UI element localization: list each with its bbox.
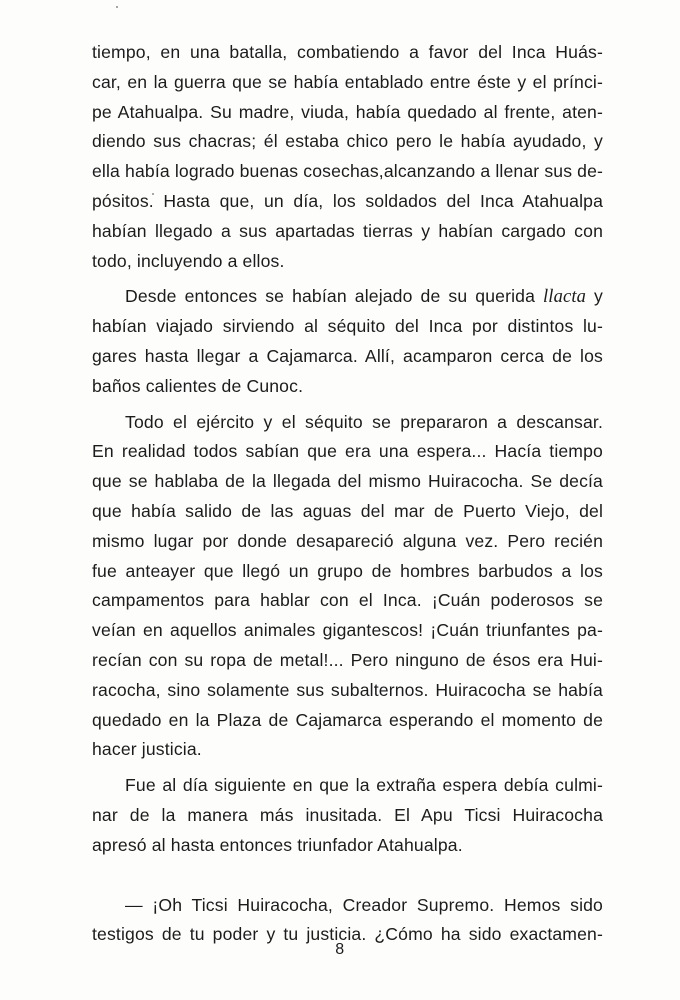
text-line: Todo el ejército y el séquito se prepararon a descansar. — [125, 411, 603, 432]
text-line: En realidad todos sabían que era una espera... Hacía tiempo — [92, 441, 603, 462]
text-fragment: y — [586, 286, 603, 307]
text-line: fue anteayer que llegó un grupo de hombres barbudos a los — [92, 560, 603, 581]
text-line: hacer justicia. — [92, 739, 202, 760]
text-line: baños calientes de Cunoc. — [92, 375, 304, 396]
text-line: Fue al día siguiente en que la extraña espera debía culmi- — [125, 775, 603, 796]
text-line: que se hablaba de la llegada del mismo Huiracocha. Se decía — [92, 471, 603, 492]
paragraph-4 — [92, 771, 603, 860]
text-line: quedado en la Plaza de Cajamarca esperando el momento de — [92, 709, 603, 730]
italic-term: llacta — [543, 287, 587, 308]
paragraph-1 — [92, 38, 603, 276]
text-line: pósitos. Hasta que, un día, los soldados del Inca Atahualpa — [92, 190, 603, 211]
text-line: tiempo, en una batalla, combatiendo a favor del Inca Huás- — [92, 42, 603, 62]
text-line: racocha, sino solamente sus subalternos. Huiracocha se había — [92, 679, 603, 700]
text-line: campamentos para hablar con el Inca. ¡Cuán poderosos se — [92, 590, 603, 611]
body-text — [92, 38, 603, 950]
text-line: todo, incluyendo a ellos. — [92, 250, 285, 271]
page-number: 8 — [335, 941, 345, 958]
paragraph-3 — [92, 408, 603, 766]
text-line: mismo lugar por donde desapareció alguna vez. Pero recién — [92, 530, 603, 551]
text-line: pe Atahualpa. Su madre, viuda, había quedado al frente, aten- — [92, 101, 603, 122]
text-line: veían en aquellos animales gigantescos! ¡Cuán triunfantes pa- — [92, 620, 603, 641]
text-line: testigos de tu poder y tu justicia. ¿Cómo ha sido exactamen- — [92, 924, 603, 945]
text-line: ella había logrado buenas cosechas,alcanzando a llenar sus de- — [92, 161, 604, 182]
text-line: recían con su ropa de metal!... Pero ninguno de ésos era Hui- — [92, 649, 603, 670]
text-fragment: Desde entonces se habían alejado de su querida — [125, 286, 544, 307]
text-line: habían llegado a sus apartadas tierras y habían cargado con — [92, 220, 603, 241]
text-line: — ¡Oh Ticsi Huiracocha, Creador Supremo. Hemos sido — [125, 894, 603, 915]
text-line: habían viajado sirviendo al séquito del Inca por distintos lu- — [92, 316, 603, 337]
scan-speck — [116, 6, 118, 8]
text-line: diendo sus chacras; él estaba chico pero le había ayudado, y — [92, 131, 603, 152]
text-line — [92, 282, 603, 312]
text-line: apresó al hasta entonces triunfador Atahualpa. — [92, 834, 463, 855]
text-line: car, en la guerra que se había entablado entre éste y el prínci- — [92, 71, 603, 92]
paragraph-2 — [92, 282, 603, 401]
text-line: nar de la manera más inusitada. El Apu Ticsi Huiracocha — [92, 804, 603, 825]
text-line: que había salido de las aguas del mar de Puerto Viejo, del — [92, 500, 603, 521]
text-line: gares hasta llegar a Cajamarca. Allí, acamparon cerca de los — [92, 345, 603, 366]
